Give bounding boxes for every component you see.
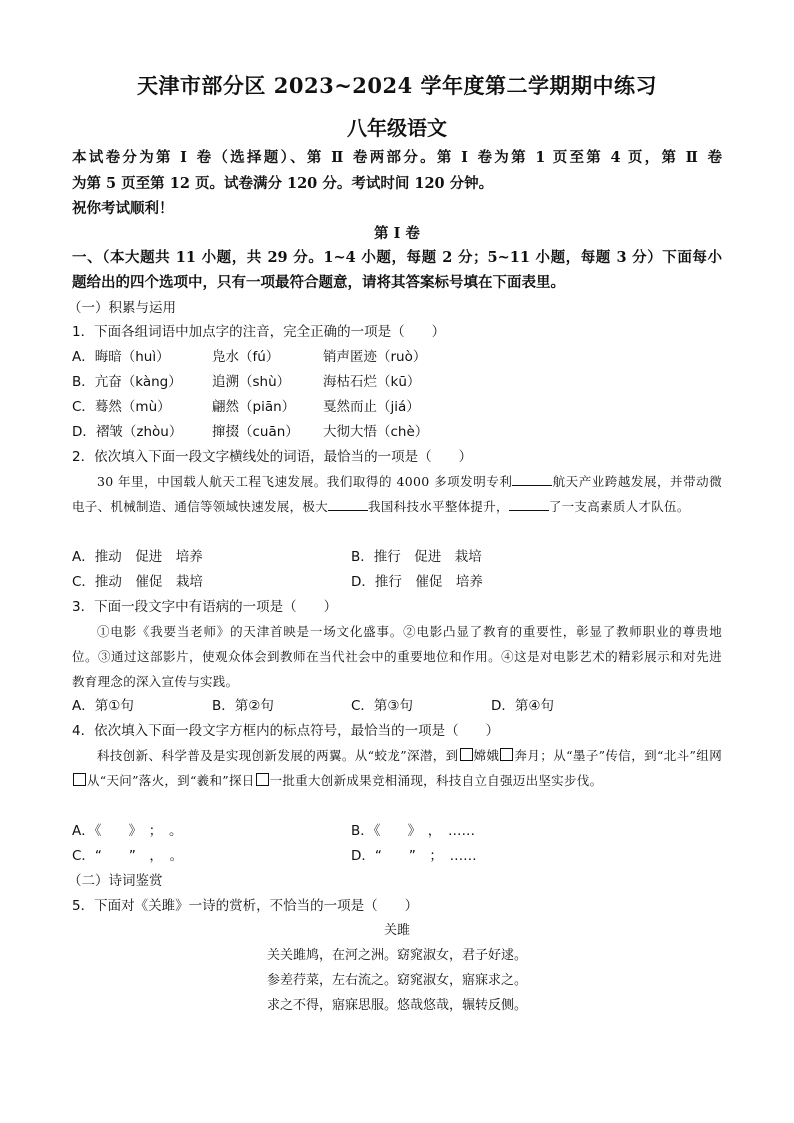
passage-text: 奔月；从“墨子”传信，到“北斗”组网 (514, 748, 722, 763)
passage-text: 我国科技水平整体提升， (368, 499, 509, 514)
question-2-passage (72, 469, 722, 519)
option-b: B．第②句 (212, 698, 274, 714)
option-d: D．第④句 (491, 698, 554, 714)
fill-blank (512, 473, 552, 486)
option-text: 翩然（piān） (212, 399, 296, 415)
poem-line-3: 求之不得，寤寐思服。悠哉悠哉，辗转反侧。 (266, 998, 527, 1013)
passage-text: 了一支高素质人才队伍。 (548, 499, 690, 514)
fill-blank (509, 498, 549, 511)
punctuation-box (256, 773, 269, 786)
intro-line-1: 本试卷分为第 Ⅰ 卷（选择题）、第 Ⅱ 卷两部分。第 Ⅰ 卷为第 1 页至第 4 页，第 Ⅱ 卷 (72, 149, 722, 166)
option-text: 追溯（shù） (212, 374, 291, 390)
section-heading-poetry: （二）诗词鉴赏 (68, 873, 163, 889)
question-5-stem: 5．下面对《关雎》一诗的赏析，不恰当的一项是（ ） (72, 898, 419, 914)
intro-line-2: 为第 5 页至第 12 页。试卷满分 120 分。考试时间 120 分钟。 (72, 175, 494, 192)
option-c: C．“ ” ， 。 (72, 848, 184, 864)
punctuation-box (460, 748, 473, 761)
poem-line-1: 关关雎鸠，在河之洲。窈窕淑女，君子好逑。 (266, 948, 527, 963)
question-3-stem: 3．下面一段文字中有语病的一项是（ ） (72, 599, 338, 615)
option-a: A．第①句 (72, 698, 134, 714)
option-c: C．推动 催促 栽培 (72, 574, 203, 590)
question-4-passage (72, 743, 722, 793)
option-text: B．亢奋（kàng） (72, 374, 182, 390)
part1-instruction-line-2: 题给出的四个选项中，只有一项最符合题意，请将其答案标号填在下面表里。 (72, 274, 565, 291)
option-text: 撺掇（cuān） (212, 424, 299, 440)
intro-line-3: 祝你考试顺利！ (72, 200, 174, 217)
passage-text: 30 年里，中国载人航天工程飞速发展。我们取得的 4000 多项发明专利 (97, 474, 513, 489)
option-text: 戛然而止（jiá） (323, 399, 420, 415)
exam-subtitle: 八年级语文 (347, 116, 447, 140)
punctuation-box (73, 773, 86, 786)
poem-line-2: 参差荇菜，左右流之。窈窕淑女，寤寐求之。 (266, 973, 527, 988)
passage-text: 科技创新、科学普及是实现创新发展的两翼。从“蛟龙”深潜，到 (97, 748, 459, 763)
option-d: D．推行 催促 培养 (351, 574, 483, 590)
poem-title: 关雎 (383, 923, 410, 938)
option-a: A．《 》 ； 。 (72, 823, 183, 839)
passage-text: ①电影《我要当老师》的天津首映是一场文化盛事。②电影凸显了教育的重要性，彰显了教师职业的尊贵地位。③通过这部影片，使观众体会到教师在当代社会中的重要地位和作用。④这是对电影艺术的精彩展示和对先进教育理念的深入宣传与实践。 (72, 624, 722, 689)
option-d: D．“ ” ； …… (351, 848, 477, 864)
option-text: 凫水（fú） (212, 349, 280, 365)
option-text: C．蓦然（mù） (72, 399, 171, 415)
passage-text: 一批重大创新成果竞相涌现，科技自立自强迈出坚实步伐。 (269, 773, 603, 788)
question-3-passage (72, 619, 722, 694)
punctuation-box (500, 748, 513, 761)
question-4-stem: 4．依次填入下面一段文字方框内的标点符号，最恰当的一项是（ ） (72, 723, 500, 739)
passage-text: 从“天问”落火，到“羲和”探日 (87, 773, 255, 788)
passage-text: 嫦娥 (473, 748, 500, 763)
volume-title: 第 Ⅰ 卷 (374, 225, 420, 242)
fill-blank (328, 498, 368, 511)
option-text: 大彻大悟（chè） (323, 424, 429, 440)
part1-instruction-line-1: 一、（本大题共 11 小题，共 29 分。1~4 小题，每题 2 分；5~11 小题，每题 3 分）下面每小 (72, 249, 722, 266)
question-2-stem: 2．依次填入下面一段文字横线处的词语，最恰当的一项是（ ） (72, 449, 473, 465)
option-b: B．推行 促进 栽培 (351, 549, 482, 565)
option-text: 销声匿迹（ruò） (323, 349, 427, 365)
passage-text: 航天产业跨越发展，并带动微电子、机械制造、通信等领域快速发展，极大 (72, 474, 722, 514)
option-text: D．褶皱（zhòu） (72, 424, 183, 440)
option-text: 海枯石烂（kū） (323, 374, 421, 390)
option-text: A．晦暗（huì） (72, 349, 170, 365)
section-heading-accumulation: （一）积累与运用 (68, 300, 176, 316)
option-c: C．第③句 (351, 698, 414, 714)
exam-title: 天津市部分区 2023~2024 学年度第二学期期中练习 (136, 73, 658, 98)
option-a: A．推动 促进 培养 (72, 549, 203, 565)
question-1-stem: 1．下面各组词语中加点字的注音，完全正确的一项是（ ） (72, 324, 446, 340)
option-b: B．《 》 ， …… (351, 823, 476, 839)
